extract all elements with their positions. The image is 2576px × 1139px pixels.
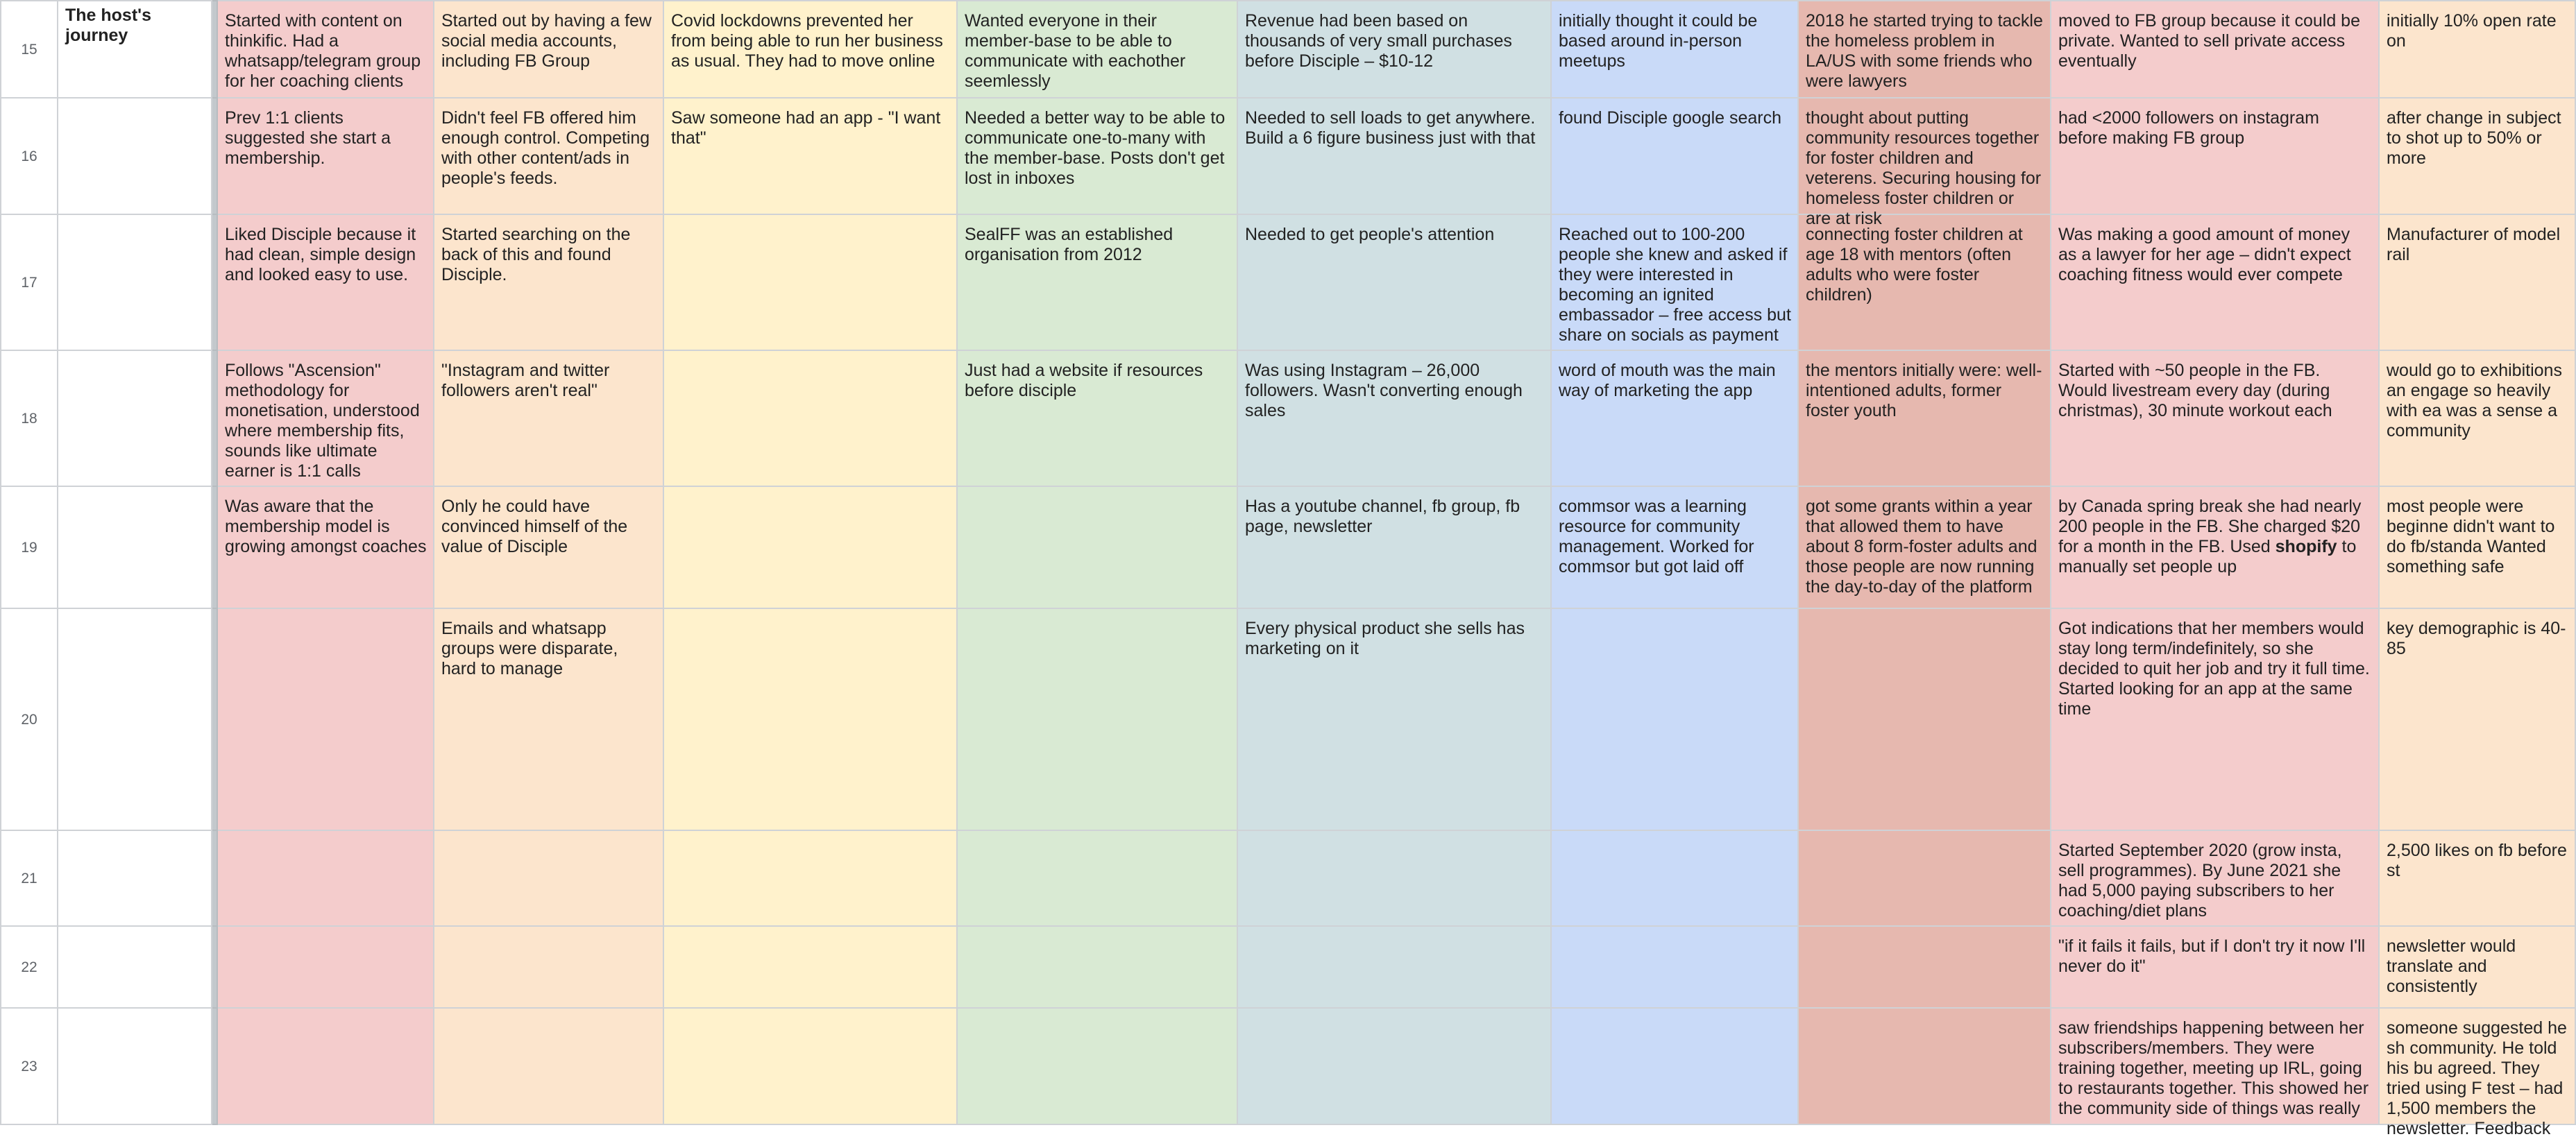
host-label-cell[interactable] (58, 214, 212, 350)
sheet-row (1, 608, 2575, 830)
journey-cell[interactable]: Covid lockdowns prevented her from being able to run her business as usual. They had to move online (663, 1, 957, 98)
journey-cell[interactable]: initially 10% open rate on (2379, 1, 2575, 98)
journey-cell[interactable]: commsor was a learning resource for community management. Worked for commsor but got laid off (1551, 486, 1798, 608)
journey-cell[interactable]: newsletter would translate and consistently (2379, 926, 2575, 1008)
frozen-column-divider (212, 830, 217, 926)
journey-cell[interactable]: Revenue had been based on thousands of very small purchases before Disciple – $10-12 (1237, 1, 1551, 98)
journey-cell[interactable]: Liked Disciple because it had clean, simple design and looked easy to use. (217, 214, 434, 350)
journey-cell[interactable]: Started out by having a few social media accounts, including FB Group (434, 1, 663, 98)
journey-cell[interactable] (957, 608, 1237, 830)
frozen-column-divider (212, 98, 217, 214)
journey-cell[interactable] (1798, 608, 2051, 830)
journey-cell[interactable]: Every physical product she sells has marketing on it (1237, 608, 1551, 830)
sheet-row (1, 830, 2575, 926)
frozen-column-divider (212, 350, 217, 486)
row-number[interactable]: 15 (1, 1, 58, 98)
journey-cell[interactable]: Needed to get people's attention (1237, 214, 1551, 350)
journey-cell[interactable] (1237, 1008, 1551, 1124)
sheet-row (1, 350, 2575, 486)
row-number[interactable]: 20 (1, 608, 58, 830)
journey-cell[interactable]: Started with content on thinkific. Had a whatsapp/telegram group for her coaching clients (217, 1, 434, 98)
journey-cell[interactable]: Saw someone had an app - "I want that" (663, 98, 957, 214)
sheet-row (1, 486, 2575, 608)
journey-cell[interactable]: key demographic is 40-85 (2379, 608, 2575, 830)
journey-cell[interactable] (217, 1008, 434, 1124)
host-label-cell[interactable] (58, 608, 212, 830)
host-label-cell[interactable] (58, 486, 212, 608)
journey-cell[interactable] (1798, 1008, 2051, 1124)
journey-cell[interactable] (957, 486, 1237, 608)
journey-cell[interactable]: Just had a website if resources before disciple (957, 350, 1237, 486)
journey-cell[interactable]: Didn't feel FB offered him enough control. Competing with other content/ads in people's feeds. (434, 98, 663, 214)
journey-cell[interactable] (1551, 1008, 1798, 1124)
journey-cell[interactable] (663, 926, 957, 1008)
journey-cell[interactable]: moved to FB group because it could be private. Wanted to sell private access eventually (2051, 1, 2379, 98)
journey-cell[interactable]: Started September 2020 (grow insta, sell programmes). By June 2021 she had 5,000 paying subscribers to her coaching/diet plans (2051, 830, 2379, 926)
row-number[interactable]: 16 (1, 98, 58, 214)
journey-cell[interactable]: 2,500 likes on fb before st (2379, 830, 2575, 926)
journey-cell[interactable] (957, 926, 1237, 1008)
host-journey-label[interactable]: The host's journey (58, 1, 212, 98)
journey-cell[interactable]: Was making a good amount of money as a lawyer for her age – didn't expect coaching fitness would ever compete (2051, 214, 2379, 350)
journey-cell[interactable]: had <2000 followers on instagram before making FB group (2051, 98, 2379, 214)
row-number[interactable]: 23 (1, 1008, 58, 1124)
frozen-column-divider (212, 214, 217, 350)
journey-cell[interactable]: Manufacturer of model rail (2379, 214, 2575, 350)
journey-cell[interactable] (1798, 926, 2051, 1008)
journey-cell[interactable]: Emails and whatsapp groups were disparate, hard to manage (434, 608, 663, 830)
sheet-row (1, 1, 2575, 98)
journey-cell[interactable] (217, 830, 434, 926)
row-number[interactable]: 22 (1, 926, 58, 1008)
frozen-column-divider (212, 1, 217, 98)
row-number[interactable]: 19 (1, 486, 58, 608)
sheet-row (1, 1008, 2575, 1124)
sheet-row (1, 214, 2575, 350)
journey-cell[interactable] (1237, 926, 1551, 1008)
journey-cell[interactable]: SealFF was an established organisation from 2012 (957, 214, 1237, 350)
journey-cell[interactable]: Was using Instagram – 26,000 followers. Wasn't converting enough sales (1237, 350, 1551, 486)
journey-cell[interactable] (663, 486, 957, 608)
journey-cell[interactable] (663, 830, 957, 926)
journey-cell[interactable]: initially thought it could be based around in-person meetups (1551, 1, 1798, 98)
journey-cell[interactable]: "if it fails it fails, but if I don't try it now I'll never do it" (2051, 926, 2379, 1008)
journey-cell[interactable] (1551, 608, 1798, 830)
journey-cell[interactable] (957, 1008, 1237, 1124)
journey-cell[interactable]: Needed a better way to be able to communicate one-to-many with the member-base. Posts don't get lost in inboxes (957, 98, 1237, 214)
journey-cell[interactable]: word of mouth was the main way of marketing the app (1551, 350, 1798, 486)
journey-cell[interactable]: Follows "Ascension" methodology for monetisation, understood where membership fits, sounds like ultimate earner is 1:1 calls (217, 350, 434, 486)
journey-cell[interactable] (1798, 830, 2051, 926)
journey-cell[interactable]: 2018 he started trying to tackle the homeless problem in LA/US with some friends who were lawyers (1798, 1, 2051, 98)
journey-cell[interactable]: someone suggested he sh community. He told his bu agreed. They tried using F test – had 1,500 members the newsletter. Feedback (2379, 1008, 2575, 1124)
journey-cell[interactable] (957, 830, 1237, 926)
frozen-column-divider (212, 1008, 217, 1124)
journey-cell[interactable]: saw friendships happening between her subscribers/members. They were training together, meeting up IRL, going to restaurants together. This showed her the community side of things was really (2051, 1008, 2379, 1124)
row-number[interactable]: 18 (1, 350, 58, 486)
journey-cell[interactable]: thought about putting community resources together for foster children and veterens. Securing housing for homeless foster children or are at risk (1798, 98, 2051, 214)
journey-cell[interactable] (434, 926, 663, 1008)
journey-cell[interactable] (434, 1008, 663, 1124)
journey-cell[interactable] (1237, 830, 1551, 926)
host-label-cell[interactable] (58, 1008, 212, 1124)
journey-cell[interactable]: Needed to sell loads to get anywhere. Build a 6 figure business just with that (1237, 98, 1551, 214)
journey-cell[interactable]: connecting foster children at age 18 with mentors (often adults who were foster children) (1798, 214, 2051, 350)
host-label-cell[interactable] (58, 350, 212, 486)
sheet-row (1, 926, 2575, 1008)
journey-cell[interactable]: Started with ~50 people in the FB. Would livestream every day (during christmas), 30 minute workout each (2051, 350, 2379, 486)
journey-cell[interactable]: found Disciple google search (1551, 98, 1798, 214)
journey-cell[interactable]: Has a youtube channel, fb group, fb page, newsletter (1237, 486, 1551, 608)
host-label-cell[interactable] (58, 830, 212, 926)
journey-cell[interactable]: Wanted everyone in their member-base to be able to communicate with eachother seemlessly (957, 1, 1237, 98)
journey-cell[interactable] (1551, 830, 1798, 926)
journey-cell[interactable]: by Canada spring break she had nearly 200 people in the FB. She charged $20 for a month in the FB. Used shopify to manually set people up (2051, 486, 2379, 608)
bold-text: shopify (2275, 537, 2337, 556)
journey-cell[interactable]: got some grants within a year that allowed them to have about 8 form-foster adults and those people are now running the day-to-day of the platform (1798, 486, 2051, 608)
journey-cell[interactable]: would go to exhibitions an engage so heavily with ea was a sense a community (2379, 350, 2575, 486)
frozen-column-divider (212, 608, 217, 830)
journey-cell[interactable] (1551, 926, 1798, 1008)
journey-cell[interactable] (663, 1008, 957, 1124)
journey-cell[interactable] (217, 608, 434, 830)
host-label-cell[interactable] (58, 98, 212, 214)
journey-cell[interactable] (217, 926, 434, 1008)
journey-cell[interactable]: Reached out to 100-200 people she knew and asked if they were interested in becoming an ignited embassador – free access but share on socials as payment (1551, 214, 1798, 350)
frozen-column-divider (212, 926, 217, 1008)
journey-cell[interactable] (663, 350, 957, 486)
row-number[interactable]: 17 (1, 214, 58, 350)
journey-cell[interactable] (434, 830, 663, 926)
journey-cell[interactable] (663, 608, 957, 830)
journey-cell[interactable]: after change in subject to shot up to 50% or more (2379, 98, 2575, 214)
journey-cell[interactable]: Prev 1:1 clients suggested she start a membership. (217, 98, 434, 214)
row-number[interactable]: 21 (1, 830, 58, 926)
journey-cell[interactable]: Only he could have convinced himself of the value of Disciple (434, 486, 663, 608)
journey-cell[interactable]: Was aware that the membership model is growing amongst coaches (217, 486, 434, 608)
journey-cell[interactable]: the mentors initially were: well-intentioned adults, former foster youth (1798, 350, 2051, 486)
host-label-cell[interactable] (58, 926, 212, 1008)
journey-cell[interactable]: Got indications that her members would stay long term/indefinitely, so she decided to quit her job and try it full time. Started looking for an app at the same time (2051, 608, 2379, 830)
journey-cell[interactable]: Started searching on the back of this and found Disciple. (434, 214, 663, 350)
frozen-column-divider (212, 486, 217, 608)
journey-cell[interactable]: most people were beginne didn't want to do fb/standa Wanted something safe (2379, 486, 2575, 608)
journey-cell[interactable]: "Instagram and twitter followers aren't real" (434, 350, 663, 486)
sheet-row (1, 98, 2575, 214)
journey-cell[interactable] (663, 214, 957, 350)
